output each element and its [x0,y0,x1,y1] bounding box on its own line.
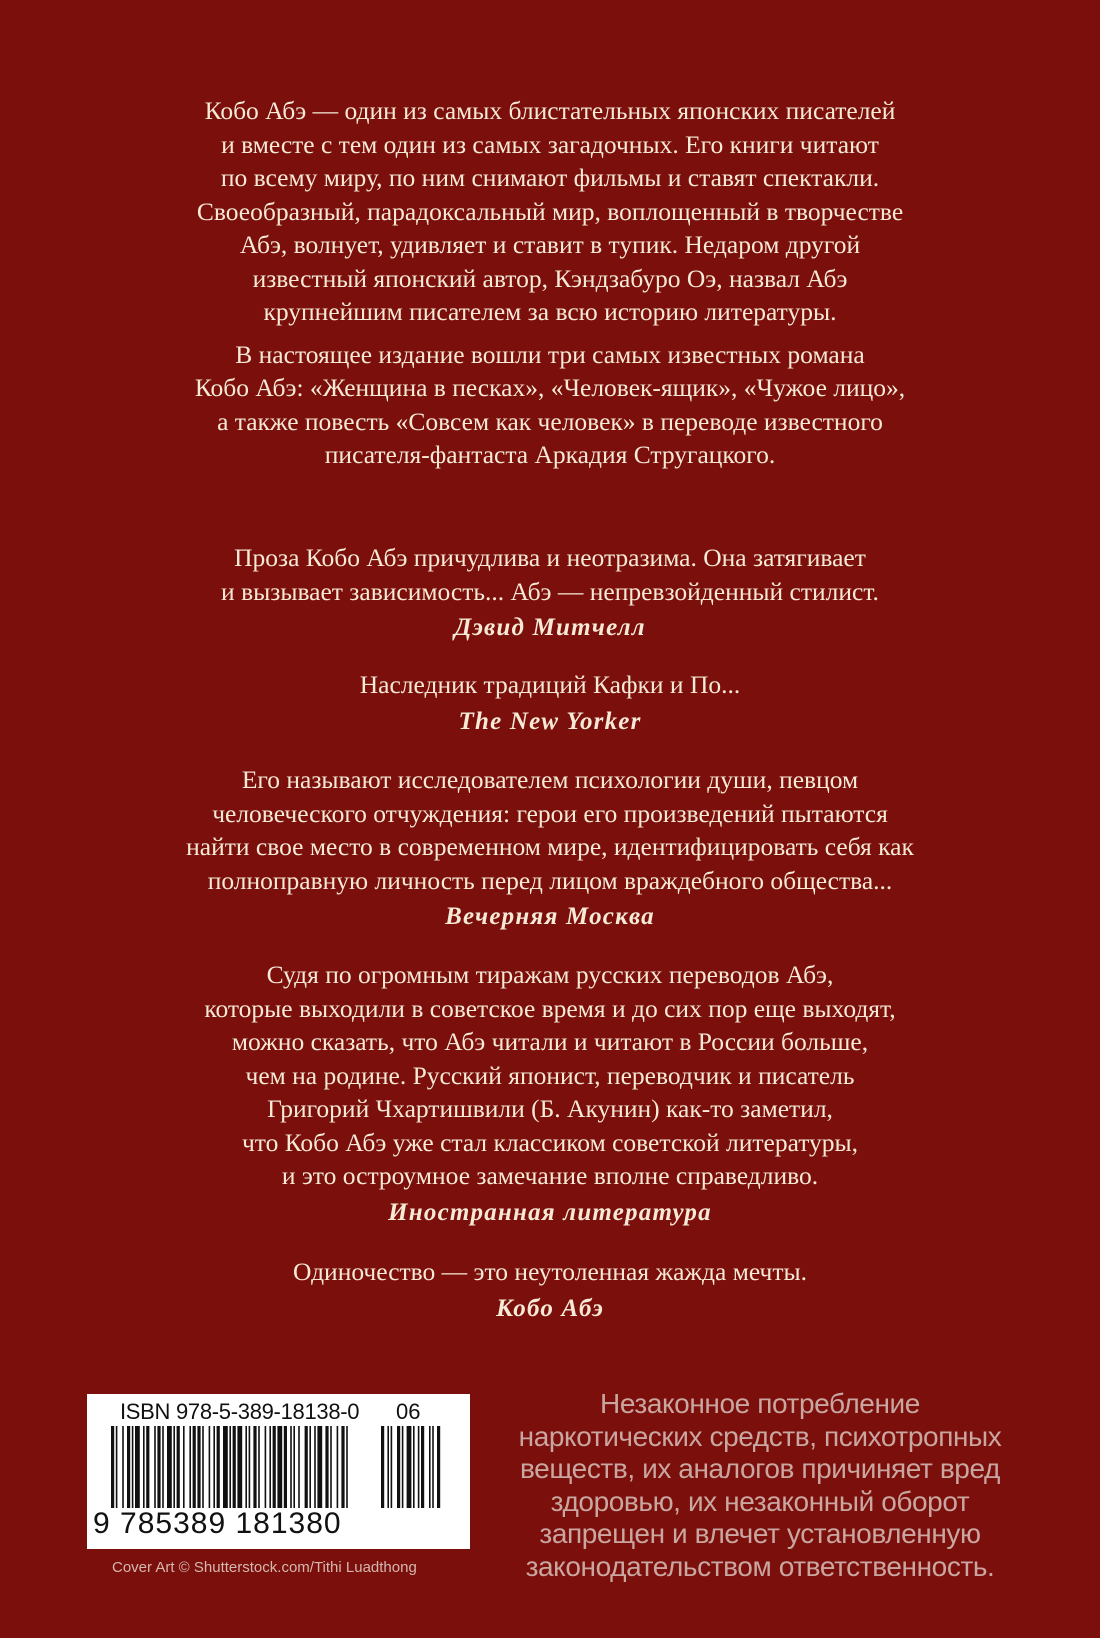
barcode-bar [183,1426,185,1508]
text-line: а также повесть «Совсем как человек» в переводе известного [217,406,883,436]
barcode-bar [193,1426,196,1508]
barcode-bar [437,1426,440,1508]
barcode-bar [197,1426,200,1508]
barcode-bar [265,1426,267,1508]
text-line: по всему миру, по ним снимают фильмы и ставят спектакли. [220,163,880,192]
isbn-label: ISBN 978-5-389-18138-0 [120,1399,360,1424]
barcode-bar [157,1426,160,1508]
quote-attribution: Иностранная литература [388,1198,712,1226]
warning-line: запрещен и влечет установленную [539,1518,981,1549]
barcode-bar [317,1426,322,1508]
quote-attribution: Вечерняя Москва [445,903,655,930]
text-line: известный японский автор, Кэндзабуро Оэ, назвал Абэ [252,263,848,293]
barcode-bar [154,1426,156,1508]
barcode-bar [173,1426,175,1508]
barcode-bar [298,1426,300,1508]
text-line: Абэ, волнует, удивляет и ставит в тупик. Недаром другой [239,230,861,259]
barcode-bar [309,1426,311,1508]
barcode-bar [341,1426,344,1508]
barcode-bar [209,1426,211,1508]
cover-art-credit: Cover Art © Shutterstock.com/Tithi Luadthong [112,1559,417,1576]
barcode-bar [269,1426,271,1508]
barcode-bar [284,1426,287,1508]
barcode-bar [127,1426,130,1508]
quote-text [100,958,1000,1193]
barcode-bars [111,1426,461,1510]
barcode-bar [381,1426,384,1508]
text-line: Проза Кобо Абэ причудлива и неотразима. Она затягивает [234,543,866,572]
text-line: чем на родине. Русский японист, переводчик и писатель [245,1060,855,1090]
annotation-paragraph-1 [100,94,1000,329]
barcode-bar [202,1426,204,1508]
text-line: Григорий Чхартишвили (Б. Акунин) как-то заметил, [267,1094,833,1123]
barcode-bar [290,1426,292,1508]
barcode-bar [167,1426,172,1508]
quote-new-yorker [100,668,1000,738]
barcode-bar [391,1426,393,1508]
text-line: что Кобо Абэ уже стал классиком советской литературы, [241,1127,859,1157]
barcode-bar [273,1426,276,1508]
warning-line: законодательством ответственность. [525,1550,995,1582]
quote-text [100,763,1000,897]
text-line: и это остроумное замечание вполне справедливо. [281,1161,819,1190]
barcode-bar [314,1426,316,1508]
barcode-bar [402,1426,404,1508]
quote-vechernyaya-moskva [100,763,1000,933]
barcode-bar [305,1426,308,1508]
annotation-paragraph-2 [100,338,1000,472]
quote-attribution: Дэвид Митчелл [454,614,646,641]
text-line: которые выходили в советское время и до сих пор еще выходят, [204,993,896,1023]
barcode-bar [387,1426,389,1508]
barcode-bar [229,1426,231,1508]
barcode-bar [233,1426,236,1508]
barcode-bar [249,1426,251,1508]
barcode-bar [111,1426,114,1508]
text-line: и вместе с тем один из самых загадочных. Его книги читают [221,129,879,159]
warning-line: веществ, их аналогов причиняет вред [520,1453,1000,1484]
text-line: найти свое место в современном мире, идентифицировать себя как [186,832,914,861]
text-line: В настоящее издание вошли три самых известных романа [235,339,865,369]
barcode-bar [122,1426,124,1508]
barcode-bar [223,1426,228,1508]
barcode-bar [397,1426,400,1508]
text-line: и вызывает зависимость... Абэ — непревзойденный стилист. [221,576,879,606]
barcode-bar [162,1426,164,1508]
text-line: можно сказать, что Абэ читали и читают в России больше, [231,1027,869,1056]
barcode-bar [245,1426,247,1508]
barcode-bar [135,1426,140,1508]
barcode-bar [432,1426,434,1508]
quote-attribution: The New Yorker [458,707,642,735]
addon-label: 06 [396,1399,421,1424]
warning-line: наркотических средств, психотропных [518,1420,1002,1452]
quote-text [100,1255,1000,1289]
barcode-bar [213,1426,215,1508]
barcode-bar [346,1426,348,1508]
barcode-bar [421,1426,424,1508]
barcode-bar [293,1426,295,1508]
barcode-bar [253,1426,256,1508]
warning-line: Незаконное потребление [600,1388,920,1419]
text-line: Своеобразный, парадоксальный мир, воплощенный в творчестве [196,196,904,226]
barcode-bar [418,1426,420,1508]
barcode-bar [146,1426,149,1508]
barcode-bar [413,1426,415,1508]
text-line: Кобо Абэ — один из самых блистательных японских писателей [204,96,896,125]
quote-kobo-abe [100,1255,1000,1325]
text-line: писателя-фантаста Аркадия Стругацкого. [324,440,776,469]
barcode-bar [177,1426,180,1508]
barcode-bar [116,1426,118,1508]
warning-line: здоровью, их незаконный оборот [550,1485,970,1517]
barcode-bar [237,1426,242,1508]
quote-attribution: Кобо Абэ [496,1294,604,1322]
text-line: Наследник традиций Кафки и По... [359,670,741,699]
text-line: Одиночество — это неутоленная жажда мечты. [293,1257,807,1286]
quote-text [100,541,1000,608]
text-line: полноправную личность перед лицом враждебного общества... [207,865,893,895]
barcode-bar [337,1426,339,1508]
barcode-bar [143,1426,145,1508]
isbn-barcode [87,1394,470,1549]
barcode-bar [258,1426,260,1508]
barcode-bar [277,1426,282,1508]
text-line: Кобо Абэ: «Женщина в песках», «Человек-ящик», «Чужое лицо», [194,373,906,402]
text-line: Его называют исследователем психологии души, певцом [241,765,859,794]
barcode-bar [330,1426,332,1508]
barcode-bar [189,1426,191,1508]
quote-inostrannaya-literatura [100,958,1000,1229]
barcode-bar [407,1426,412,1508]
barcode-bar [325,1426,328,1508]
ean-digits: 9 785389 181380 [93,1507,342,1540]
text-line: человеческого отчуждения: герои его произведений пытаются [212,798,888,828]
quote-text [100,668,1000,702]
annotation-block [100,94,1000,472]
text-line: Судя по огромным тиражам русских переводов Абэ, [266,960,834,989]
barcode-bar [217,1426,220,1508]
quote-mitchell [100,541,1000,644]
drug-warning [480,1388,1040,1583]
barcode-bar [132,1426,134,1508]
barcode-bar [429,1426,431,1508]
text-line: крупнейшим писателем за всю историю литературы. [263,297,837,326]
